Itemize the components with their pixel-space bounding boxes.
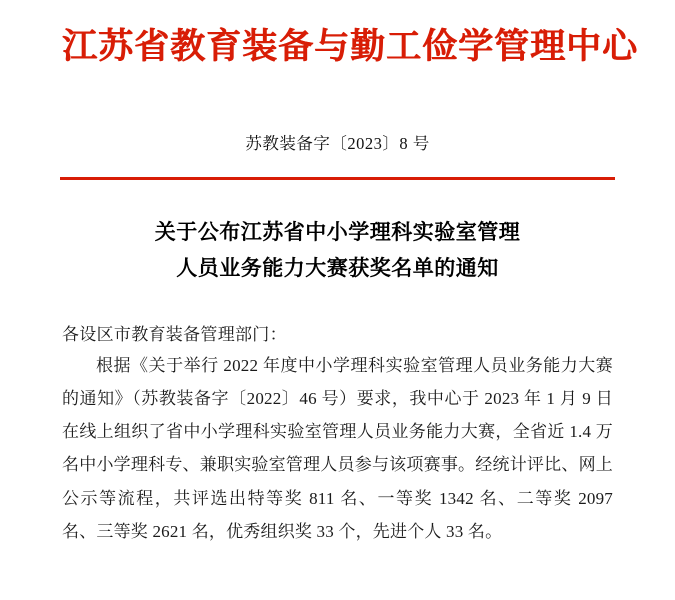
letterhead-title: 江苏省教育装备与勤工俭学管理中心 — [62, 26, 639, 67]
body-paragraph: 根据《关于举行 2022 年度中小学理科实验室管理人员业务能力大赛的通知》（苏教装备字〔2022〕46 号）要求，我中心于 2023 年 1 月 9 日在线上组织了省中小学理科实验室管理人员业务能力大赛，全省近 1.4 万名中小学理科专、兼职实验室管理人员参与该项赛事。经统计评比、网上公示等流程，共评选出特等奖 811 名、一等奖 1342 名、二等奖 2097 名、三等奖 2621 名，优秀组织奖 33 个，先进个人 33 名。 — [62, 356, 613, 541]
red-divider-rule — [60, 177, 615, 180]
page-title-line-2: 人员业务能力大赛获奖名单的通知 — [176, 256, 499, 281]
body-text — [62, 349, 613, 548]
document-page — [0, 26, 675, 600]
page-title — [62, 214, 613, 288]
salutation: 各设区市教育装备管理部门： — [62, 325, 287, 344]
document-number: 苏教装备字〔2023〕8 号 — [245, 134, 430, 153]
page-title-line-1: 关于公布江苏省中小学理科实验室管理 — [154, 219, 521, 244]
